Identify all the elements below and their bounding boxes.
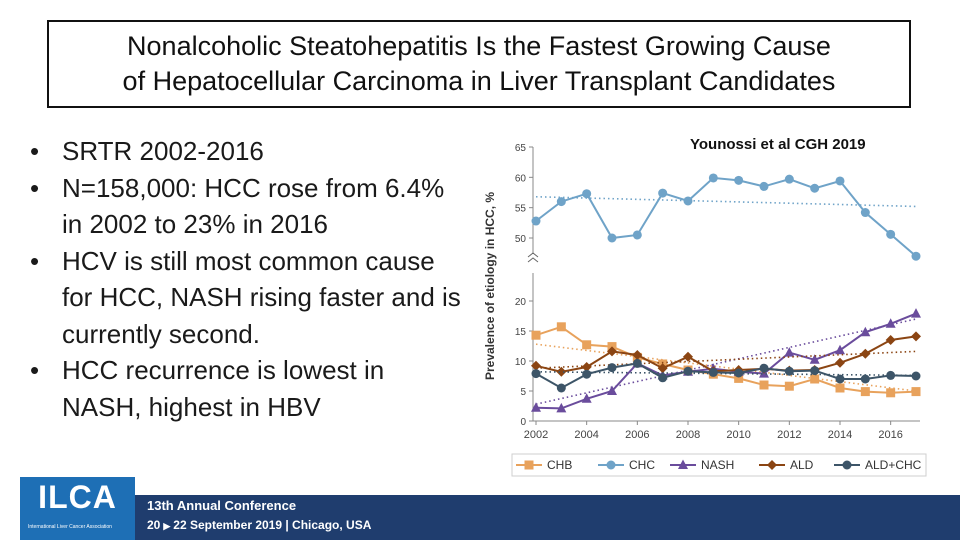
y-tick-label: 55 <box>514 203 526 215</box>
bullet-dot: • <box>30 245 40 276</box>
y-tick-label: 10 <box>514 357 526 368</box>
data-point-chb <box>836 384 845 393</box>
bullet-text: HCV is still most common cause for HCC, NASH rising faster and is currently second. <box>62 245 461 349</box>
bullet-dot: • <box>30 355 40 385</box>
data-point-chb <box>886 388 895 397</box>
series-line-chc <box>536 178 916 256</box>
data-point-ald-chc <box>582 370 591 379</box>
data-point-ald <box>860 349 870 359</box>
data-point-chb <box>532 331 541 340</box>
data-point-ald-chc <box>658 373 667 382</box>
data-point-ald-chc <box>861 375 870 384</box>
data-point-ald-chc <box>633 359 642 368</box>
legend-label-nash: NASH <box>701 458 735 472</box>
data-point-ald-chc <box>684 367 693 376</box>
bullet-item <box>30 352 470 425</box>
bullet-item <box>30 170 470 243</box>
data-point-ald-chc <box>532 369 541 378</box>
data-point-nash <box>835 345 845 355</box>
slide-title <box>123 29 836 99</box>
data-point-chc <box>810 184 819 193</box>
data-point-ald-chc <box>836 375 845 384</box>
data-point-ald-chc <box>734 369 743 378</box>
data-point-ald <box>886 335 896 345</box>
data-point-ald <box>835 358 845 368</box>
etiology-line-chart <box>478 138 928 480</box>
x-tick-label: 2016 <box>878 429 903 441</box>
legend-marker-chb <box>525 461 534 470</box>
date-end: 22 September 2019 | Chicago, USA <box>173 518 372 532</box>
data-point-chc <box>684 196 693 205</box>
data-point-chb <box>912 387 921 396</box>
legend-label-ald-chc: ALD+CHC <box>865 458 922 472</box>
conference-footer <box>0 477 960 540</box>
y-tick-label: 50 <box>514 234 526 245</box>
data-point-chc <box>912 252 921 261</box>
ilca-logo <box>20 477 135 540</box>
data-point-chb <box>785 382 794 391</box>
data-point-ald-chc <box>608 363 617 372</box>
arrow-right-icon: ▶ <box>163 521 171 531</box>
x-tick-label: 2010 <box>726 429 751 441</box>
y-tick-label: 20 <box>514 297 526 308</box>
data-point-chc <box>760 182 769 191</box>
data-point-chc <box>557 197 566 206</box>
data-point-chb <box>810 375 819 384</box>
bullet-text: SRTR 2002-2016 <box>62 136 264 166</box>
series-line-ald <box>536 336 916 371</box>
bullet-text: HCC recurrence is lowest in NASH, highest in HBV <box>62 355 385 422</box>
data-point-chc <box>836 176 845 185</box>
slide-title-box <box>47 20 911 108</box>
data-point-chc <box>709 173 718 182</box>
bullet-dot: • <box>30 136 40 166</box>
data-point-ald <box>911 331 921 341</box>
y-tick-label: 65 <box>514 143 526 154</box>
data-point-chc <box>785 175 794 184</box>
slide-title-line1: Nonalcoholic Steatohepatitis Is the Fastest Growing Cause <box>127 31 831 61</box>
data-point-ald-chc <box>912 372 921 381</box>
data-point-nash <box>911 308 921 318</box>
x-tick-label: 2002 <box>523 429 549 441</box>
data-point-chc <box>633 230 642 239</box>
legend-label-ald: ALD <box>790 458 814 472</box>
conference-dates <box>147 518 371 532</box>
data-point-ald <box>556 367 566 377</box>
logo-subtitle: International Liver Cancer Association <box>28 524 112 530</box>
data-point-ald-chc <box>785 367 794 376</box>
legend-label-chb: CHB <box>547 458 573 472</box>
data-point-ald-chc <box>709 368 718 377</box>
data-point-chc <box>886 230 895 239</box>
x-tick-label: 2014 <box>827 429 853 441</box>
date-start: 20 <box>147 518 161 532</box>
data-point-chb <box>760 381 769 390</box>
conference-name: 13th Annual Conference <box>147 498 297 513</box>
data-point-chb <box>557 322 566 331</box>
bullet-item <box>30 133 470 170</box>
y-axis-label: Prevalence of etiology in HCC, % <box>483 191 497 381</box>
axis-break-icon <box>528 253 538 262</box>
data-point-ald-chc <box>886 371 895 380</box>
logo-text: ILCA <box>38 479 117 515</box>
data-point-chc <box>861 208 870 217</box>
bullet-item <box>30 243 470 353</box>
citation: Younossi et al CGH 2019 <box>690 136 866 153</box>
data-point-nash <box>784 347 794 357</box>
legend-marker-ald-chc <box>843 461 852 470</box>
bullet-list <box>30 133 470 425</box>
data-point-chc <box>734 176 743 185</box>
data-point-ald-chc <box>810 366 819 375</box>
legend-label-chc: CHC <box>629 458 655 472</box>
y-tick-label: 15 <box>514 327 526 338</box>
data-point-ald-chc <box>557 384 566 393</box>
x-tick-label: 2004 <box>574 429 599 441</box>
data-point-ald <box>683 352 693 362</box>
data-point-ald-chc <box>760 364 769 373</box>
data-point-chc <box>658 189 667 198</box>
y-tick-label: 60 <box>514 173 526 185</box>
y-tick-label: 0 <box>520 417 526 428</box>
trend-line-chb <box>536 344 916 391</box>
data-point-chb <box>861 387 870 396</box>
x-tick-label: 2012 <box>777 429 802 441</box>
x-tick-label: 2006 <box>625 429 650 441</box>
y-tick-label: 5 <box>520 387 526 398</box>
bullet-dot: • <box>30 172 40 203</box>
data-point-chc <box>532 217 541 226</box>
trend-line-ald <box>536 351 916 368</box>
data-point-chb <box>582 340 591 349</box>
legend-marker-chc <box>607 461 616 470</box>
slide-title-line2: of Hepatocellular Carcinoma in Liver Transplant Candidates <box>122 66 836 96</box>
bullet-text: N=158,000: HCC rose from 6.4% in 2002 to 23% in 2016 <box>62 172 445 239</box>
x-tick-label: 2008 <box>675 429 701 441</box>
data-point-chc <box>582 189 591 198</box>
data-point-chc <box>608 234 617 243</box>
